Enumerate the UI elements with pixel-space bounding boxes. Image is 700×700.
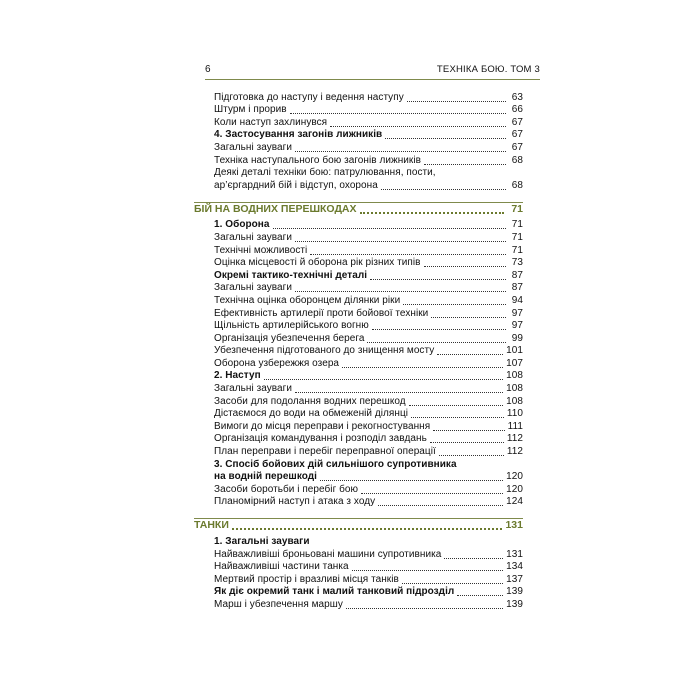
dot-leader xyxy=(424,257,506,269)
toc-block-water-obstacles xyxy=(214,219,523,509)
toc-entry-label: Планомірний наступ і атака з ходу xyxy=(214,496,376,508)
toc-entry[interactable] xyxy=(214,458,523,471)
toc-entry-label: Деякі деталі техніки бою: патрулювання, пости, xyxy=(214,167,436,179)
dot-leader xyxy=(372,320,506,332)
toc-entry-page: 112 xyxy=(506,433,523,445)
toc-entry[interactable] xyxy=(214,294,523,307)
toc-entry[interactable] xyxy=(214,104,523,117)
header-rule xyxy=(205,79,540,80)
toc-entry[interactable] xyxy=(214,91,523,104)
toc-entry[interactable] xyxy=(214,483,523,496)
toc-entry-label: 2. Наступ xyxy=(214,370,261,382)
toc-entry-label: ар’єргардний бій і відступ, охорона xyxy=(214,179,378,191)
toc-entry-label: Вимоги до місця переправи і рекогностування xyxy=(214,420,431,432)
toc-entry-label: 4. Застосування загонів лижників xyxy=(214,129,383,141)
toc-entry-page: 139 xyxy=(506,598,523,610)
toc-entry-page: 120 xyxy=(506,471,523,483)
dot-leader xyxy=(360,203,504,216)
toc-entry-label: Загальні зауваги xyxy=(214,231,292,243)
toc-entry-label: Засоби боротьби і перебіг бою xyxy=(214,483,359,495)
toc-entry[interactable] xyxy=(214,561,523,574)
toc-entry-page: 107 xyxy=(506,357,523,369)
toc-entry-page: 101 xyxy=(506,345,523,357)
toc-entry-label: Організація командування і розподіл завдань xyxy=(214,433,427,445)
toc-entry-page: 134 xyxy=(506,561,523,573)
toc-entry[interactable] xyxy=(214,471,523,484)
toc-entry[interactable] xyxy=(214,408,523,421)
toc-entry-label: План переправи і перебіг переправної операції xyxy=(214,446,436,458)
toc-entry-label: Найважливіші броньовані машини супротивника xyxy=(214,548,442,560)
toc-entry[interactable] xyxy=(214,535,523,548)
section-page-number: 71 xyxy=(511,202,523,215)
dot-leader xyxy=(295,383,503,395)
toc-entry-label: Як діє окремий танк і малий танковий підрозділ xyxy=(214,586,455,598)
dot-leader xyxy=(290,104,506,116)
toc-entry-label: Технічні можливості xyxy=(214,244,308,256)
toc-entry-page: 97 xyxy=(511,307,523,319)
toc-entry[interactable] xyxy=(214,154,523,167)
dot-leader xyxy=(403,295,506,307)
toc-entry-page: 108 xyxy=(506,395,523,407)
dot-leader xyxy=(232,519,503,532)
dot-leader xyxy=(381,180,506,192)
toc-entry-page: 68 xyxy=(511,154,523,166)
dot-leader xyxy=(342,358,503,370)
toc-entry[interactable] xyxy=(214,129,523,142)
toc-entry[interactable] xyxy=(214,598,523,611)
toc-entry[interactable] xyxy=(214,307,523,320)
dot-leader xyxy=(367,333,506,345)
toc-entry-page: 111 xyxy=(507,420,523,432)
toc-entry-page: 137 xyxy=(506,573,523,585)
toc-entry-label: 1. Загальні зауваги xyxy=(214,536,310,547)
dot-leader xyxy=(295,282,506,294)
toc-entry-label: Техніка наступального бою загонів лижників xyxy=(214,154,421,166)
toc-entry[interactable] xyxy=(214,219,523,232)
dot-leader xyxy=(320,471,503,483)
dot-leader xyxy=(444,549,503,561)
dot-leader xyxy=(370,270,506,282)
toc-entry-page: 71 xyxy=(511,219,523,231)
section-page-number: 131 xyxy=(505,519,523,532)
toc-entry-label: Засоби для подолання водних перешкод xyxy=(214,395,406,407)
running-title: ТЕХНІКА БОЮ. ТОМ 3 xyxy=(436,64,540,75)
dot-leader xyxy=(330,117,506,129)
dot-leader xyxy=(402,574,503,586)
section-title: ТАНКИ xyxy=(194,519,229,532)
toc-entry-page: 112 xyxy=(506,446,523,458)
toc-entry-page: 120 xyxy=(506,483,523,495)
toc-entry[interactable] xyxy=(214,382,523,395)
toc-entry-label: 1. Оборона xyxy=(214,219,270,231)
toc-entry[interactable] xyxy=(214,167,523,180)
dot-leader xyxy=(310,245,506,257)
toc-entry-page: 67 xyxy=(511,116,523,128)
toc-entry-label: Коли наступ захлинувся xyxy=(214,116,328,128)
toc-entry-page: 73 xyxy=(511,257,523,269)
dot-leader xyxy=(424,155,506,167)
toc-entry-label: Убезпечення підготованого до знищення мосту xyxy=(214,345,435,357)
dot-leader xyxy=(431,308,506,320)
toc-entry[interactable] xyxy=(214,141,523,154)
table-of-contents xyxy=(194,91,523,611)
toc-entry-label: Загальні зауваги xyxy=(214,282,292,294)
toc-block-tanks xyxy=(214,535,523,611)
dot-leader xyxy=(439,446,504,458)
dot-leader xyxy=(273,219,507,231)
toc-entry-page: 108 xyxy=(506,370,523,382)
toc-entry[interactable] xyxy=(214,586,523,599)
toc-entry-page: 71 xyxy=(511,231,523,243)
toc-entry-label: 3. Спосіб бойових дій сильнішого супротивника xyxy=(214,458,457,470)
toc-entry[interactable] xyxy=(214,257,523,270)
dot-leader xyxy=(437,345,503,357)
dot-leader xyxy=(457,586,503,598)
toc-entry[interactable] xyxy=(214,116,523,129)
toc-entry-label: Дістаємося до води на обмеженій ділянці xyxy=(214,408,409,420)
toc-entry[interactable] xyxy=(214,496,523,509)
toc-entry-page: 66 xyxy=(511,104,523,116)
toc-entry[interactable] xyxy=(214,420,523,433)
toc-entry[interactable] xyxy=(214,445,523,458)
toc-entry-page: 94 xyxy=(511,294,523,306)
toc-entry-label: Найважливіші частини танка xyxy=(214,561,349,573)
dot-leader xyxy=(295,232,506,244)
toc-entry-label: Оцінка місцевості й оборона рік різних типів xyxy=(214,257,421,269)
toc-entry-page: 97 xyxy=(511,320,523,332)
toc-entry-label: Підготовка до наступу і ведення наступу xyxy=(214,91,404,103)
dot-leader xyxy=(430,433,504,445)
toc-entry[interactable] xyxy=(214,231,523,244)
toc-entry-label: Штурм і прорив xyxy=(214,104,287,116)
dot-leader xyxy=(411,408,504,420)
toc-entry[interactable] xyxy=(214,573,523,586)
toc-entry-page: 110 xyxy=(506,408,523,420)
toc-entry-page: 68 xyxy=(511,179,523,191)
dot-leader xyxy=(352,561,504,573)
toc-entry[interactable] xyxy=(214,179,523,192)
toc-entry-label: Ефективність артилерії проти бойової техніки xyxy=(214,307,429,319)
toc-entry-page: 87 xyxy=(511,282,523,294)
toc-entry[interactable] xyxy=(214,548,523,561)
toc-entry[interactable] xyxy=(214,345,523,358)
toc-entry[interactable] xyxy=(214,244,523,257)
toc-entry[interactable] xyxy=(214,269,523,282)
dot-leader xyxy=(264,370,503,382)
toc-block-continued xyxy=(214,91,523,192)
dot-leader xyxy=(346,599,503,611)
toc-entry-label: Окремі тактико-технічні деталі xyxy=(214,269,368,281)
section-title: БІЙ НА ВОДНИХ ПЕРЕШКОДАХ xyxy=(194,202,357,215)
toc-entry[interactable] xyxy=(214,282,523,295)
dot-leader xyxy=(385,129,506,141)
toc-entry-label: Загальні зауваги xyxy=(214,141,292,153)
dot-leader xyxy=(361,484,503,496)
toc-entry-page: 67 xyxy=(511,129,523,141)
toc-entry[interactable] xyxy=(214,395,523,408)
toc-entry-label: на водній перешкоді xyxy=(214,471,317,483)
dot-leader xyxy=(433,421,504,433)
toc-entry-label: Щільність артилерійського вогню xyxy=(214,320,369,332)
toc-entry-label: Марш і убезпечення маршу xyxy=(214,598,343,610)
toc-entry-page: 63 xyxy=(511,91,523,103)
toc-entry-label: Оборона узбережжя озера xyxy=(214,357,340,369)
toc-entry[interactable] xyxy=(214,370,523,383)
toc-entry-page: 124 xyxy=(506,496,523,508)
toc-entry[interactable] xyxy=(214,320,523,333)
toc-entry-label: Мертвий простір і вразливі місця танків xyxy=(214,573,399,585)
dot-leader xyxy=(407,92,506,104)
toc-entry-page: 71 xyxy=(511,244,523,256)
toc-entry[interactable] xyxy=(214,332,523,345)
toc-entry-label: Загальні зауваги xyxy=(214,383,292,395)
toc-entry[interactable] xyxy=(214,433,523,446)
dot-leader xyxy=(378,496,503,508)
toc-section-heading[interactable] xyxy=(194,203,523,216)
dot-leader xyxy=(409,396,504,408)
toc-section-heading[interactable] xyxy=(194,519,523,532)
toc-entry-page: 108 xyxy=(506,383,523,395)
toc-entry[interactable] xyxy=(214,357,523,370)
toc-entry-label: Організація убезпечення берега xyxy=(214,332,365,344)
toc-entry-page: 139 xyxy=(506,586,523,598)
dot-leader xyxy=(295,142,506,154)
page-number: 6 xyxy=(205,64,211,75)
toc-entry-page: 99 xyxy=(511,332,523,344)
page-header xyxy=(205,62,540,78)
toc-entry-label: Технічна оцінка оборонцем ділянки ріки xyxy=(214,294,401,306)
toc-entry-page: 67 xyxy=(511,141,523,153)
toc-entry-page: 131 xyxy=(506,548,523,560)
toc-entry-page: 87 xyxy=(511,269,523,281)
